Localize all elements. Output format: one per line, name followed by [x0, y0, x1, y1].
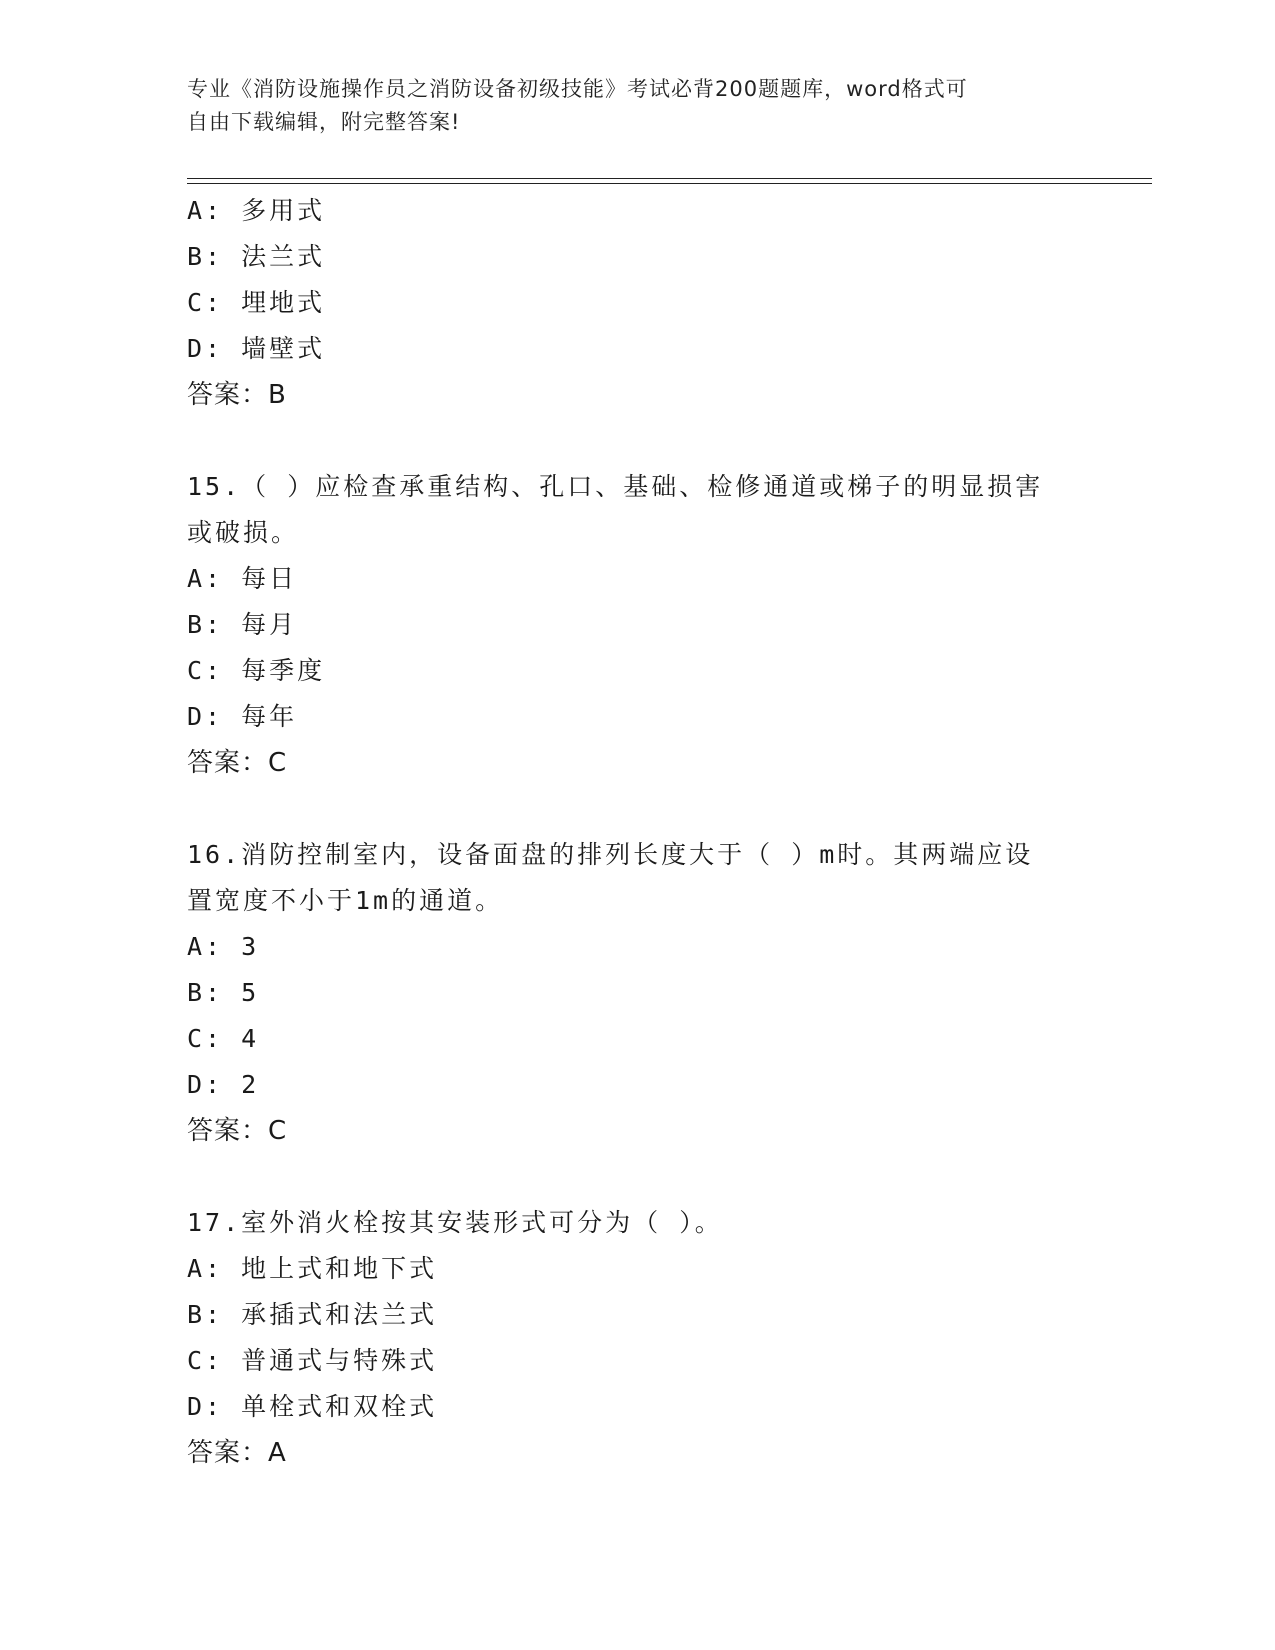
header-line-1: 专业《消防设施操作员之消防设备初级技能》考试必背200题题库，word格式可: [187, 77, 968, 101]
question-16: [187, 832, 1087, 1154]
option-b: B: 承插式和法兰式: [187, 1300, 438, 1329]
option-b: B: 法兰式: [187, 242, 326, 271]
answer-line: 答案：C: [187, 1116, 288, 1146]
option-d: D: 2: [187, 1070, 260, 1099]
question-text-line-1: 16.消防控制室内，设备面盘的排列长度大于（ ）m时。其两端应设: [187, 840, 1034, 869]
answer-line: 答案：B: [187, 380, 287, 410]
option-d: D: 单栓式和双栓式: [187, 1392, 438, 1421]
spacer: [187, 418, 1087, 464]
header-divider-top: [187, 178, 1152, 179]
question-text-line-1: 17.室外消火栓按其安装形式可分为（ ）。: [187, 1208, 723, 1237]
option-c: C: 埋地式: [187, 288, 326, 317]
option-b: B: 每月: [187, 610, 298, 639]
question-15: [187, 464, 1087, 786]
question-text-line-2: 置宽度不小于1m的通道。: [187, 886, 504, 915]
question-17: [187, 1200, 1087, 1476]
header-divider-bottom: [187, 183, 1152, 184]
option-d: D: 每年: [187, 702, 298, 731]
option-c: C: 4: [187, 1024, 260, 1053]
option-d: D: 墙壁式: [187, 334, 326, 363]
answer-line: 答案：A: [187, 1438, 287, 1468]
header-line-2: 自由下载编辑，附完整答案!: [187, 110, 461, 134]
option-a: A: 每日: [187, 564, 298, 593]
question-list: [187, 188, 1087, 1476]
option-b: B: 5: [187, 978, 260, 1007]
question-14: [187, 188, 1087, 418]
answer-line: 答案：C: [187, 748, 288, 778]
spacer: [187, 786, 1087, 832]
spacer: [187, 1154, 1087, 1200]
question-text-line-1: 15.（ ）应检查承重结构、孔口、基础、检修通道或梯子的明显损害: [187, 472, 1044, 501]
document-header: [187, 73, 1067, 139]
option-a: A: 3: [187, 932, 260, 961]
question-text-line-2: 或破损。: [187, 518, 300, 547]
option-a: A: 多用式: [187, 196, 326, 225]
option-c: C: 普通式与特殊式: [187, 1346, 438, 1375]
option-c: C: 每季度: [187, 656, 326, 685]
option-a: A: 地上式和地下式: [187, 1254, 438, 1283]
